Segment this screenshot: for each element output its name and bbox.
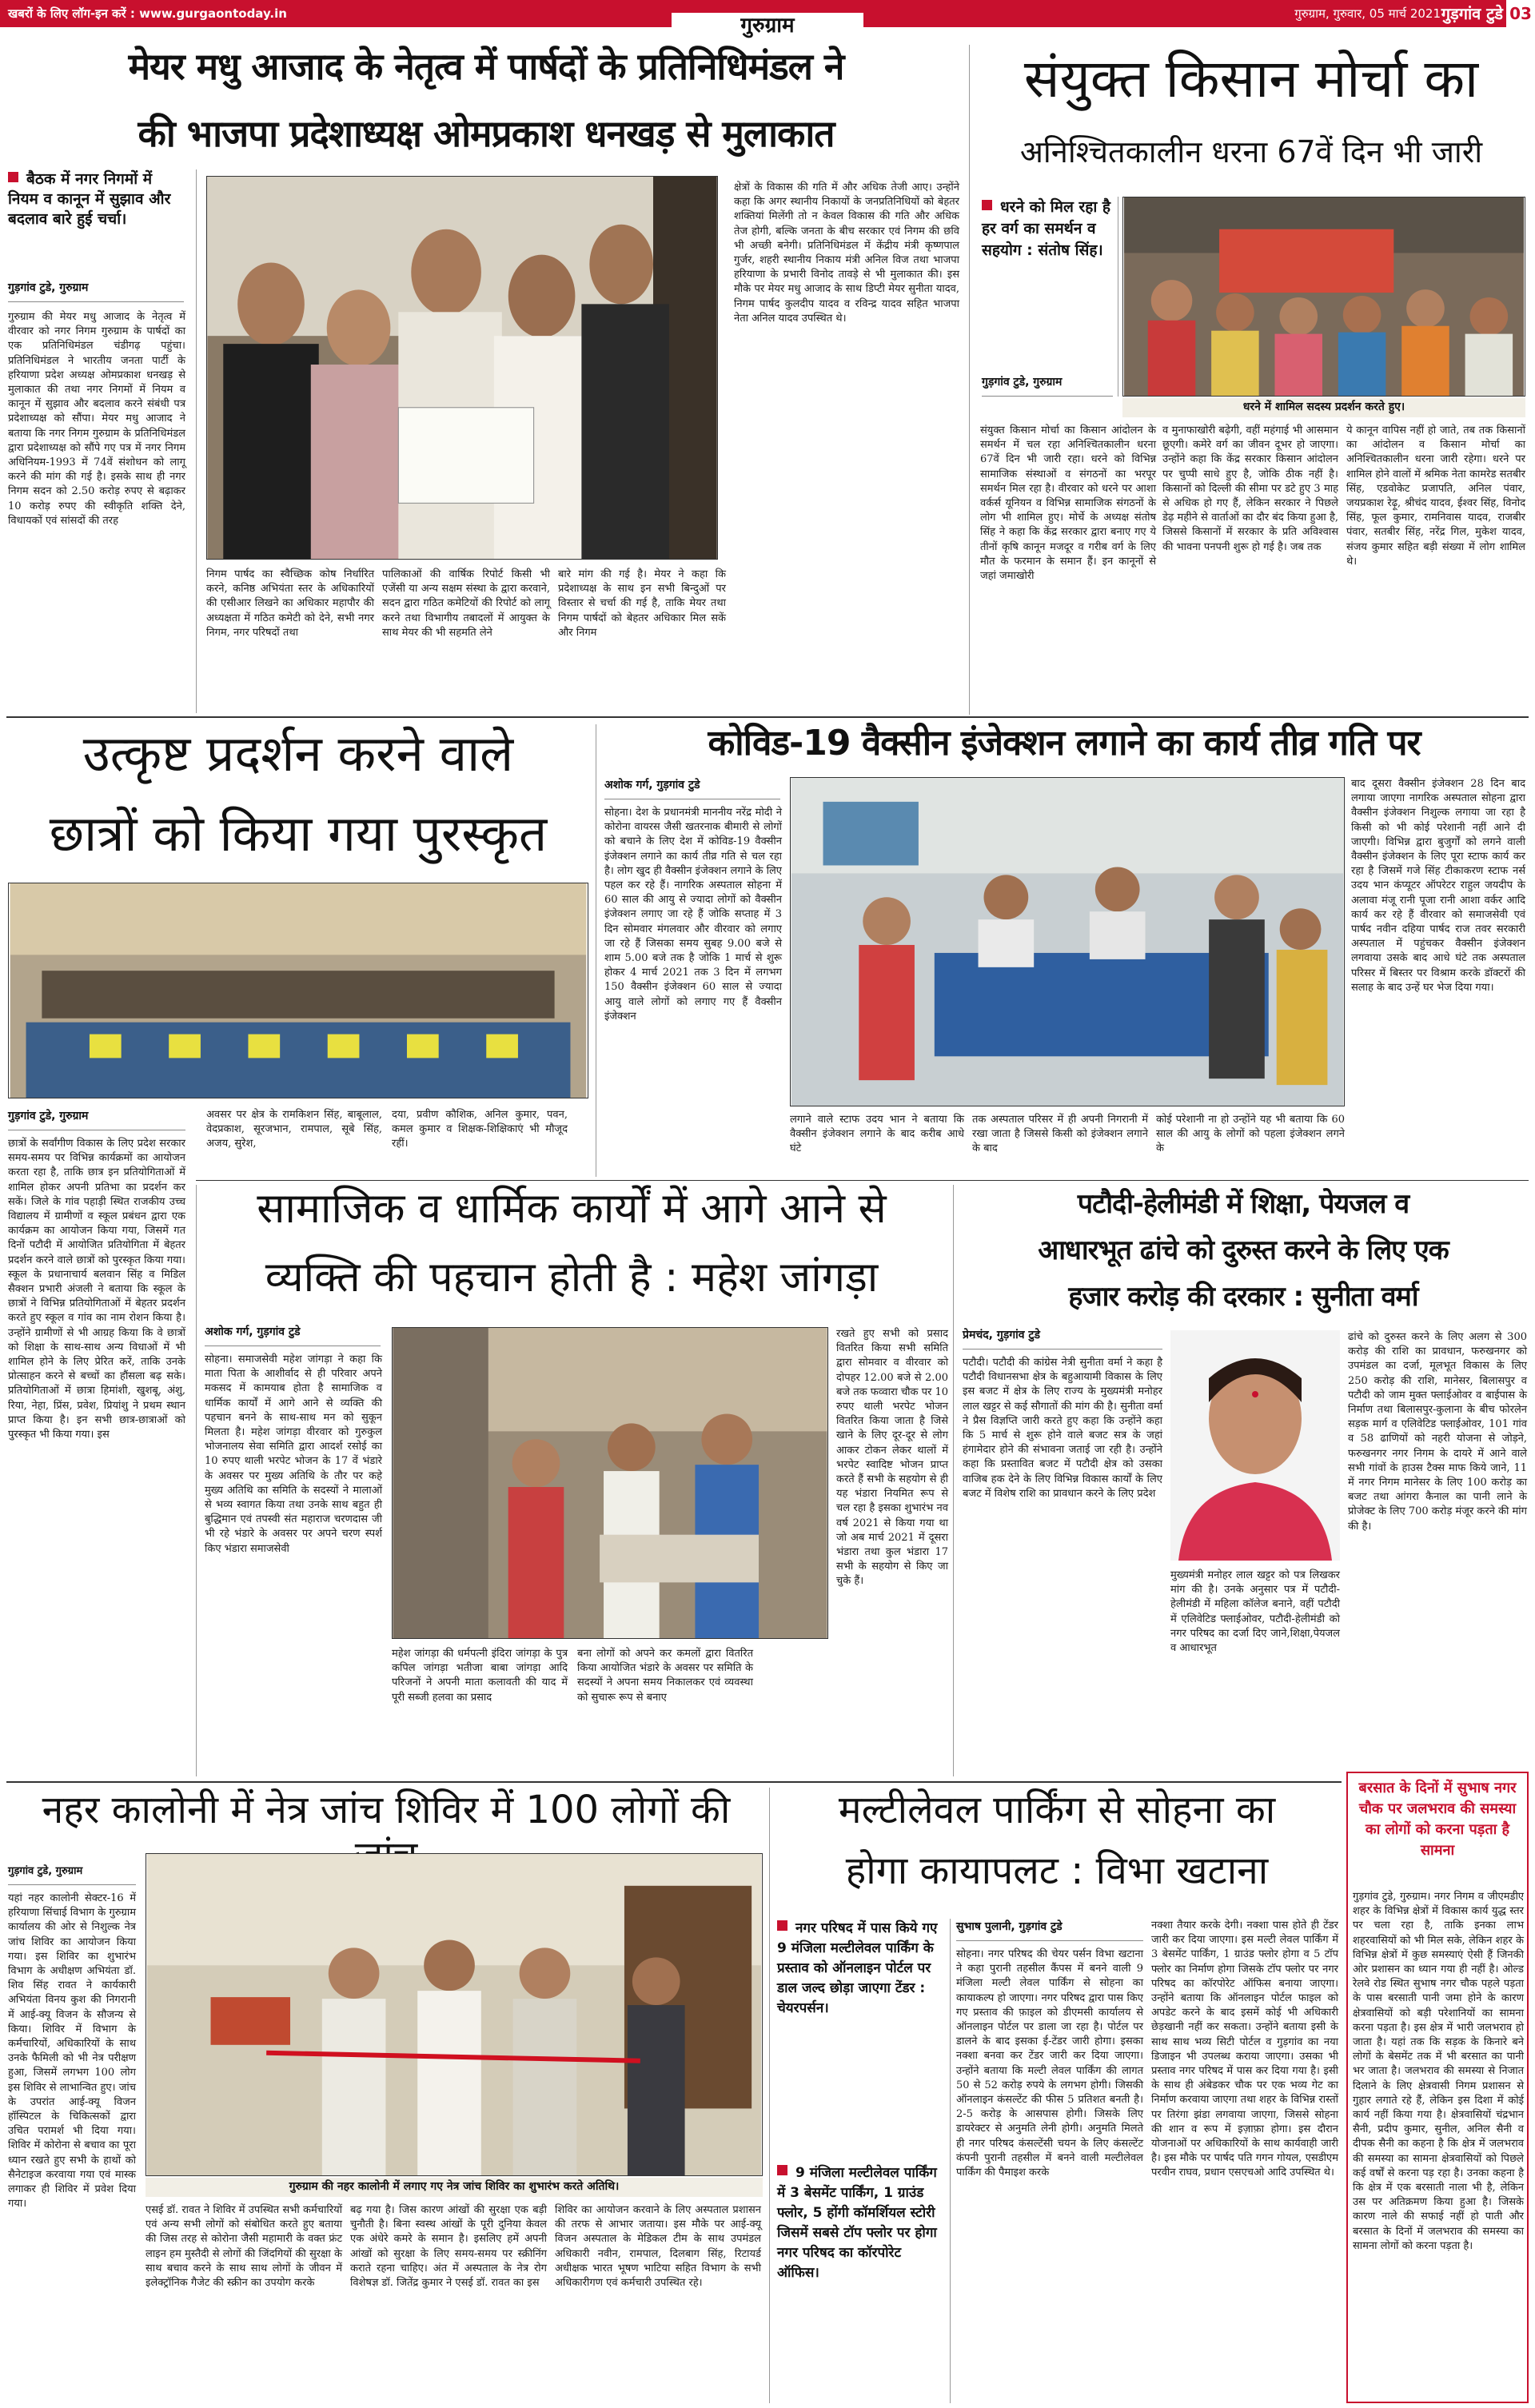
vaccine-body-col5: बाद दूसरा वैक्सीन इंजेक्शन 28 दिन बाद लगाया जाएगा नागरिक अस्पताल सोहना द्वारा वैक्सीन इंजेक्शन निशुल्क लगाया जा रहा है किसी को भी कोई परेशानी नहीं आने दी जाएगी। विभिन्न द्वारा बुजुर्गों को लगने वाली वैक्सीन इंजेक्शन के लिए पूरा स्टाफ कार्य कर रहा है जिसमें गजे सिंह टीकाकरण स्टाफ नर्स उदय भान कंप्यूटर ऑपरेटर राहुल जयदीप के अलावा मंजू रानी पूजा रानी आशा वर्कर आदि कार्य कर रहे हैं वीरवार को समाजसेवी एवं पार्षद नवीन दहिया पार्षद राज तवर सरकारी अस्पताल में पहुंचकर वैक्सीन इंजेक्शन लगवाया उसके बाद आधे घंटे तक अस्पताल परिसर में बिस्तर पर विश्राम करके डॉक्टरों की सलाह के बाद उन्हें घर भेज दिया गया। — [1351, 778, 1525, 994]
page-number: 03 — [1506, 0, 1535, 27]
farmers-body-col1: संयुक्त किसान मोर्चा का किसान आंदोलन के समर्थन में चल रहा अनिश्चितकालीन धरना 67वें दिन भी जारी रहा। धरने को विभिन्न सामाजिक संस्थाओं व संगठनों का भरपूर समर्थन मिल रहा है। वीरवार को धरने पर आशा वर्कर्स यूनियन व विभिन्न सामाजिक संगठनों के लोग भी शामिल हुए। मोर्चे के अध्यक्ष संतोष सिंह ने कहा कि केंद्र सरकार द्वारा बनाए गए ये तीनों कृषि कानून मजदूर व गरीब वर्ग के लिए मौत के फरमान के समान हैं। इन कानूनों से जहां जमाखोरी — [980, 425, 1156, 583]
mayor-headline-line2: की भाजपा प्रदेशाध्यक्ष ओमप्रकाश धनखड़ से मुलाकात — [138, 112, 835, 155]
vaccine-headline: कोविड-19 वैक्सीन इंजेक्शन लगाने का कार्य तीव्र गति पर — [708, 723, 1421, 763]
parking-body-col1: सोहना। नगर परिषद की चेयर पर्सन विभा खटाना ने कहा पुरानी तहसील कैंपस में बनने वाली 9 मंजिला मल्टी लेवल पार्किंग से सोहना का कायाकल्प हो जाएगा। नगर परिषद द्वारा पास किए गए प्रस्ताव की फ़ाइल को डीएमसी कार्यालय से ऑनलाइन पोर्टल पर डाला जा रहा है। पोर्टल पर डालने के बाद इसका ई-टेंडर जारी होगा। इसका नक्शा बनवा कर टेंडर जारी कर दिया जाएगा। उन्होंने बताया कि मल्टी लेवल पार्किंग की लागत 50 से 52 करोड़ रुपये के लगभग होगी। जिसकी ऑनलाइन कंसल्टेंट की फीस 5 प्रतिशत बनती है। 2-5 करोड़ के आसपास होगी। जिसके लिए डायरेक्टर से अनुमति लेनी होगी। अनुमति मिलते ही नगर परिषद कंसल्टेंसी चयन के लिए कंसल्टेंट कंपनी पुरानी तहसील में बनने वाली मल्टीलेवल पार्किंग की पैमाइश करके — [956, 1948, 1143, 2179]
eyecamp-body-col2: एसई डॉ. रावत ने शिविर में उपस्थित सभी कर्मचारियों एवं अन्य सभी लोगों को संबोधित करते हुए बताया की जिस तरह से कोरोना जैसी महामारी के वक्त फ्रंट लाइन हम मुस्तैदी से लोगों की जिंदगियों की सुरक्षा के साथ बचाव करने के साथ साथ लोगों के जीवन में इलेक्ट्रॉनिक गैजेट की स्क्रीन का उपयोग करके — [146, 2204, 342, 2290]
eyecamp-inauguration-photo — [146, 1853, 763, 2176]
mayor-body-col2: निगम पार्षद का स्वैच्छिक कोष निर्धारित करने, कनिष्ठ अभियंता स्तर के अधिकारियों की एसीआर लिखने का अधिकार महापौर की अध्यक्षता में गठित कमेटी को देने, सभी नगर निगम, नगर परिषदों तथा — [206, 568, 374, 639]
social-bhandara-photo — [392, 1327, 828, 1639]
eyecamp-body-col1: यहां नहर कालोनी सेक्टर-16 में हरियाणा सिंचाई विभाग के गुरुग्राम कार्यालय की ओर से निशुल्क नेत्र जांच शिविर का आयोजन किया गया। इस शिविर का शुभारंभ विभाग के अधीक्षण अभियंता डॉ. शिव सिंह रावत ने कार्यकारी अभियंता विनय कुश की निगरानी में आई-क्यू विजन के सौजन्य से किया। शिविर में विभाग के कर्मचारियों, अधिकारियों के साथ उनके फैमिली को भी नेत्र परीक्षण हुआ, जिसमें लगभग 100 लोग इस शिविर से लाभान्वित हुए। जांच के उपरांत आई-क्यू विजन हॉस्पिटल के चिकित्सकों द्वारा उचित परामर्श भी दिया गया। शिविर में कोरोना से बचाव का पूरा ध्यान रखते हुए सभी के हाथों को सैनेटाइज करवाया गया एवं मास्क लगाकर ही शिविर में प्रवेश दिया गया। — [8, 1892, 136, 2211]
masthead-tagline: खबरों के लिए लॉग-इन करें : www.gurgaontoday.in — [8, 6, 287, 21]
pataudi-body-col1: पटौदी। पटौदी की कांग्रेस नेत्री सुनीता वर्मा ने कहा है पटौदी विधानसभा क्षेत्र के बहुआयामी विकास के लिए इस बजट में क्षेत्र के लिए राज्य के मुख्यमंत्री मनोहर लाल खट्टर से कई सौगातों की मांग की है। सुनीता वर्मा ने प्रैस विज्ञप्ति जारी करते हुए कहा कि उन्होंने कहा कि 5 मार्च से शुरू होने वाले बजट सत्र के जहां हंगामेदार होने की संभावना जताई जा रही है। उन्होंने कहा कि प्रस्तावित बजट में पटौदी क्षेत्र को उसका वाजिब हक देने के लिए विभिन्न विकास कार्यों के लिए बजट में विशेष राशि का प्रावधान करने के लिए प्रदेश — [963, 1357, 1162, 1500]
students-byline: गुड़गांव टुडे, गुरुग्राम — [8, 1108, 185, 1130]
vaccine-body-col4: कोई परेशानी ना हो उन्होंने यह भी बताया कि 60 साल की आयु के लोगों को पहला इंजेक्शन लगने के — [1156, 1114, 1345, 1155]
rain-body: गुड़गांव टुडे, गुरुग्राम। नगर निगम व जीएमडीए शहर के विभिन्न क्षेत्रों में विकास कार्य युद्ध स्तर पर चला रहा है, ताकि इनका लाभ शहरवासियों को भी मिल सके, लेकिन शहर के विभिन्न क्षेत्रों में कुछ समस्याएं ऐसी हैं जिनकी ओर प्रशासन का ध्यान गया ही नहीं है। ओल्ड रेलवे रोड स्थित सुभाष नगर चौक पहले पड़ता के पास बरसाती पानी जमा होने के कारण क्षेत्रवासियों को बड़ी परेशानियों का सामना करना पड़ता है। इस क्षेत्र में भारी जलभराव हो जाता है। यहां तक कि सड़क के किनारे बने लोगों के बेसमेंट तक में भी बरसात का पानी भर जाता है। जलभराव की समस्या से निजात दिलाने के लिए क्षेत्रवासी निगम प्रशासन से गुहार लगाते रहे हैं, लेकिन इस दिशा में कोई कार्य नहीं किया गया है। क्षेत्रवासियों चंद्रभान सैनी, प्रदीप कुमार, सुनील, अनिल सैनी व दीपक सैनी का कहना है कि क्षेत्र में जलभराव की समस्या का सामना क्षेत्रवासियों को पिछले कई वर्षों से करना पड़ रहा है। उनका कहना है कि क्षेत्र में एक बरसाती नाला भी है, लेकिन उस पर अतिक्रमण किया हुआ है। जिसके कारण नाले की सफाई नहीं हो पाती और बरसात के दिनों में जलभराव की समस्या का सामना लोगों को करना पड़ता है। — [1353, 1891, 1524, 2252]
rain-headline: बरसात के दिनों में सुभाष नगर चौक पर जलभराव की समस्या का लोगों को करना पड़ता है सामना — [1358, 1780, 1517, 1859]
masthead-brand: गुड़गांव टुडे — [1441, 4, 1503, 23]
social-body-col1: सोहना। समाजसेवी महेश जांगड़ा ने कहा कि माता पिता के आशीर्वाद से ही परिवार अपने मकसद में कामयाब होता है सामाजिक व धार्मिक कार्यों में आगे आने से व्यक्ति की पहचान बनने के साथ-साथ मन को सुकून मिलता है। महेश जांगड़ा वीरवार को गुरुकुल भोजनालय सेवा समिति द्वारा आदर्श रसोई का 10 रुपए थाली भरपेट भोजन के 17 वें भंडारे के अवसर पर मुख्य अतिथि के तौर पर कहे मुख्य अतिथि का समिति के सदस्यों ने मालाओं से भव्य स्वागत किया तथा उनके साथ बहुत ही बुद्धिमान एवं तपस्वी संत महाराज चरणदास जी भी रहे भंडारे के अवसर पर अपने चरण स्पर्श किए भंडारा समाजसेवी — [205, 1354, 382, 1555]
farmers-byline: गुड़गांव टुडे, गुरुग्राम — [982, 374, 1113, 397]
farmers-headline-line1: संयुक्त किसान मोर्चा का — [1023, 48, 1479, 110]
pataudi-body-col2: मुख्यमंत्री मनोहर लाल खट्टर को पत्र लिखकर मांग की है। उनके अनुसार पत्र में पटौदी-हेलीमंडी में महिला कॉलेज बनाने, वहीं पटौदी में एलिवेटिड फ्लाईओवर, पटौदी-हेलीमंडी को नगर परिषद का दर्जा दिए जाने,शिक्षा,पेयजल व आधारभूत — [1170, 1569, 1340, 1655]
mayor-highlight: बैठक में नगर निगमों में नियम व कानून में सुझाव और बदलाव बारे हुई चर्चा। — [8, 170, 171, 228]
pataudi-headline-line2: आधारभूत ढांचे को दुरुस्त करने के लिए एक — [1038, 1234, 1449, 1266]
students-body-col2: अवसर पर क्षेत्र के रामकिशन सिंह, बाबूलाल, वेदप्रकाश, सूरजभान, रामपाल, सूबे सिंह, अजय, सुरेश, — [206, 1109, 382, 1150]
eyecamp-photo-caption: गुरुग्राम की नहर कालोनी में लगाए गए नेत्र जांच शिविर का शुभारंभ करते अतिथि। — [146, 2178, 763, 2197]
farmers-photo-caption: धरने में शामिल सदस्य प्रदर्शन करते हुए। — [1122, 398, 1525, 417]
farmers-highlight: धरने को मिल रहा है हर वर्ग का समर्थन व सहयोग : संतोष सिंह। — [982, 198, 1111, 259]
vaccine-hospital-photo — [790, 777, 1345, 1106]
mayor-body-col1: गुरुग्राम की मेयर मधु आजाद के नेतृत्व में वीरवार को नगर निगम गुरुग्राम के पार्षदों का एक प्रतिनिधिमंडल चंडीगढ़ पहुंचा। प्रतिनिधिमंडल ने भारतीय जनता पार्टी के हरियाणा प्रदेश अध्यक्ष ओमप्रकाश धनखड़ से मुलाकात की तथा नगर निगमों में नियम व कानून में सुझाव और बदलाव करने संबंधी पत्र प्रदेशाध्यक्ष को सौंपा। मेयर मधु आजाद ने बताया कि नगर निगम गुरुग्राम के प्रतिनिधिमंडल द्वारा प्रदेशाध्यक्ष को सौंपे गए पत्र में नगर निगम अधिनियम-1993 में 74वें संशोधन को लागू करने की मांग की गई है। इसके साथ ही नगर निगम सदन को 2.50 करोड़ रुपए से बढ़ाकर 10 करोड़ रुपए की स्वीकृति शक्ति देने, विधायकों एवं सांसदों की तरह — [8, 311, 185, 527]
eyecamp-byline: गुड़गांव टुडे, गुरुग्राम — [8, 1863, 136, 1885]
vaccine-body-col1: सोहना। देश के प्रधानमंत्री माननीय नरेंद्र मोदी ने कोरोना वायरस जैसी खतरनाक बीमारी से लोगों को बचाने के लिए देश में कोविड-19 वैक्सीन इंजेक्शन लगाने का कार्य तीव्र गति से चल रहा है। लोग खुद ही वैक्सीन इंजेक्शन लगाने के लिए पहल कर रहे हैं। नागरिक अस्पताल सोहना में 60 साल की आयु से ज्यादा लोगों को वैक्सीन इंजेक्शन लगाए जा रहे हैं जोकि सप्ताह में 3 दिन सोमवार मंगलवार और वीरवार को लगाए जा रहे हैं जिसका समय सुबह 9.00 बजे से शाम 5.00 बजे तक है जोकि 1 मार्च से शुरू होकर 4 मार्च 2021 तक 3 दिन में लगभग 150 वैक्सीन इंजेक्शन 60 साल से ज्यादा आयु वाले लोगों को लगाए गए हैं वैक्सीन इंजेक्शन — [604, 807, 782, 1023]
farmers-headline-line2: अनिश्चितकालीन धरना 67वें दिन भी जारी — [1019, 134, 1483, 169]
farmers-body-col2: व मुनाफाखोरी बढ़ेगी, वहीं महंगाई भी आसमान छूएगी। कमेरे वर्ग का जीवन दूभर हो जाएगा। उन्होंने कहा कि केंद्र सरकार किसान आंदोलन पर चुप्पी साधे हुए है, जोकि ठीक नहीं है। किसानों को दिल्ली की सीमा पर डटे हुए 3 माह से अधिक हो गए हैं, लेकिन सरकार ने पिछले डेढ़ महीने से वार्ताओं का दौर बंद किया हुआ है, जिससे किसानों में सरकार के प्रति अविश्वास की भावना पनपनी शुरू हो गई है। जब तक — [1162, 425, 1338, 553]
pataudi-byline: प्रेमचंद, गुड़गांव टुडे — [963, 1327, 1162, 1350]
farmers-body-col3: ये कानून वापिस नहीं हो जाते, तब तक किसानों का आंदोलन व किसान मोर्चा का अनिश्चितकालीन धरना जारी रहेगा। धरने पर शामिल होने वालों में श्रमिक नेता कामरेड सतबीर सिंह, एडवोकेट प्रजापति, अनिल पंवार, जयप्रकाश रेढ़ू, श्रीचंद यादव, ईश्वर सिंह, विनोद सिंह, फूल कुमार, रामनिवास यादव, राजबीर पंवार, सतबीर सिंह, नरेंद्र गिल, मुकेश यादव, संजय कुमार सहित बड़ी संख्या में लोग शामिल थे। — [1346, 425, 1525, 568]
section-city: गुरुग्राम — [672, 13, 863, 38]
farmers-protest-photo — [1122, 197, 1525, 397]
social-body-col2: महेश जांगड़ा की धर्मपत्नी इंदिरा जांगड़ा के पुत्र कपिल जांगड़ा भतीजा बाबा जांगड़ा आदि परिजनों ने अपनी माता कलावती की याद में पूरी सब्जी हलवा का प्रसाद — [392, 1648, 568, 1704]
students-headline-line2: छात्रों को किया गया पुरस्कृत — [49, 804, 548, 863]
pataudi-body-col3: ढांचे को दुरुस्त करने के लिए अलग से 300 करोड़ की राशि का प्रावधान, फरुखनगर को उपमंडल का दर्जा, मूलभूत विकास के लिए 250 करोड़ की राशि, मानेसर, बिलासपुर व पटौदी को जाम मुक्त फ्लाईओवर व बाईपास के निर्माण तथा बिलासपुर-कुलाना के बीच फोरलेन सड़क मार्ग व एलिवेटिड फ्लाईओवर, 101 गांव व 58 ढाणियों को नहरी योजना से जोड़ने, फरुखनगर नगर निगम के दायरे में आने वाले सभी गांवों के हाउस टैक्स माफ किये जाने, 11 में नगर निगम मानेसर के लिए 100 करोड़ का बजट तथा आंगरा कैनाल का पानी लाने के प्रोजेक्ट के लिए 700 करोड़ मंजूर करने की मांग की है। — [1348, 1331, 1527, 1533]
mayor-body-col4: बारे मांग की गई है। मेयर ने कहा कि प्रदेशाध्यक्ष के साथ इन सभी बिन्दुओं पर विस्तार से चर्चा की गई है, ताकि मेयर तथा निगम पार्षदों को बेहतर अधिकार मिल सकें और निगम — [558, 568, 726, 639]
vaccine-byline: अशोक गर्ग, गुड़गांव टुडे — [604, 777, 780, 799]
mayor-headline-line1: मेयर मधु आजाद के नेतृत्व में पार्षदों के प्रतिनिधिमंडल ने — [128, 45, 844, 88]
students-headline-line1: उत्कृष्ट प्रदर्शन करने वाले — [82, 724, 514, 783]
social-headline-line1: सामाजिक व धार्मिक कार्यों में आगे आने से — [257, 1185, 887, 1233]
vaccine-body-col3: तक अस्पताल परिसर में ही अपनी निगरानी में रखा जाता है जिससे किसी को इंजेक्शन लगाने के बाद — [972, 1114, 1148, 1155]
eyecamp-headline: नहर कालोनी में नेत्र जांच शिविर में 100 लोगों की — [42, 1788, 731, 1832]
students-award-photo — [8, 883, 588, 1098]
masthead-date: गुरुग्राम, गुरुवार, 05 मार्च 2021 — [1294, 6, 1441, 21]
mayor-delegation-photo — [206, 176, 718, 560]
eyecamp-body-col3: बढ़ गया है। जिस कारण आंखों की सुरक्षा एक बड़ी चुनौती है। बिना स्वस्थ आंखों के पूरी दुनिया केवल एक अंधेरे कमरे के समान है। इसलिए हमें अपनी आंखों को सुरक्षा के लिए समय-समय पर स्क्रीनिंग कराते रहना चाहिए। अंत में अस्पताल के नेत्र रोग विशेषज्ञ डॉ. जितेंद्र कुमार ने एसई डॉ. रावत का इस — [350, 2204, 547, 2290]
parking-highlight-1: नगर परिषद में पास किये गए 9 मंजिला मल्टीलेवल पार्किंग के प्रस्ताव को ऑनलाइन पोर्टल पर डाल जल्द छोड़ा जाएगा टेंडर : चेयरपर्सन। — [777, 1920, 938, 2016]
parking-body-col2: नक्शा तैयार करके देगी। नक्शा पास होते ही टेंडर जारी कर दिया जाएगा। इस मल्टी लेवल पार्किंग में 3 बेसमेंट पार्किंग, 1 ग्राउंड फ्लोर होगा व 5 टॉप फ्लोर का निर्माण होगा जिसके टॉप फ्लोर पर नगर परिषद का कॉरपोरेट ऑफिस बनाया जाएगा। उन्होंने बताया कि ऑनलाइन पोर्टल फाइल को अपडेट करने के बाद इसमें कोई भी अधिकारी छेड़खानी नहीं कर सकता। उन्होंने बताया इसी के साथ साथ भव्य सिटी पोर्टल व गुड़गांव का नया डिजाइन भी उपलब्ध कराया जाएगा। उसका भी प्रस्ताव नगर परिषद में पास कर दिया गया है। इसी के साथ ही अंबेडकर चौक पर एक भव्य गेट का निर्माण करवाया जाएगा तथा शहर के विभिन्न रास्तों पर तिरंगा झंडा लगवाया जाएगा, जिससे सोहना की शान व रूप में इज़ाफ़ा होगा। इस दौरान योजनाओं पर अधिकारियों के साथ कार्यवाही जारी है। इस मौके पर पार्षद पति गगन गोयल, एसडीएम परवीन राघव, प्रधान एसएचओ आदि उपस्थित थे। — [1151, 1920, 1338, 2179]
pataudi-headline-line1: पटौदी-हेलीमंडी में शिक्षा, पेयजल व — [1077, 1188, 1409, 1220]
mayor-body-col5: क्षेत्रों के विकास की गति में और अधिक तेजी आए। उन्होंने कहा कि अगर स्थानीय निकायों के जनप्रतिनिधियों को बेहतर शक्तियां मिलेंगी तो न केवल विकास की गति और अधिक तेज होगी, बल्कि जनता के बीच सरकार एवं निगम की छवि भी अच्छी बनेगी। प्रतिनिधिमंडल में केंद्रीय मंत्री कृष्णपाल गुर्जर, शहरी स्थानीय निकाय मंत्री अनिल विज तथा भाजपा हरियाणा के प्रभारी विनोद तावड़े से भी मुलाकात की। इस मौके पर मेयर मधु आजाद के साथ डिप्टी मेयर सुनीता यादव, निगम पार्षद कुलदीप यादव व रविन्द्र यादव सहित भाजपा नेता अनिल यादव उपस्थित थे। — [734, 181, 959, 325]
students-body-col1: छात्रों के सर्वांगीण विकास के लिए प्रदेश सरकार समय-समय पर विभिन्न कार्यक्रमों का आयोजन करता रहा है, ताकि छात्र इन प्रतियोगिताओं में शामिल होकर अपनी प्रतिभा का प्रदर्शन कर सकें। जिले के गांव पहाड़ी स्थित राजकीय उच्च विद्यालय में ग्रामीणों व स्कूल प्रबंधन द्वारा एक कार्यक्रम का आयोजन किया गया, जिसमें गत दिनों पटौदी में आयोजित प्रतियोगिता में बेहतर प्रदर्शन करने वाले छात्रों को पुरस्कृत किया गया। स्कूल के प्रधानाचार्य बलवान सिंह व मिडिल सैक्शन प्रभारी अंजली ने बताया कि स्कूल के छात्रों ने विभिन्न प्रतियोगिताओं में बेहतर प्रदर्शन करते हुए स्कूल व गांव का नाम रोशन किया है। उन्होंने ग्रामीणों से भी आग्रह किया कि वे छात्रों को शिक्षा के साथ-साथ अन्य विधाओं में भी शामिल होने के लिए प्रेरित करें, ताकि उनके प्रोत्साहन करने से बच्चों का हौंसला बढ़ सके। प्रतियोगिताओं में छात्रा हिमांशी, खुशबू, अंशु, रिया, नेहा, प्रिंस, प्रवेश, प्रियांशु ने प्रथम स्थान प्राप्त किया है। इन सभी छात्र-छात्राओं को पुरस्कृत भी किया गया। इस — [8, 1138, 185, 1441]
social-headline-line2: व्यक्ति की पहचान होती है : महेश जांगड़ा — [265, 1254, 879, 1302]
vaccine-body-col2: लगाने वाले स्टाफ उदय भान ने बताया कि वैक्सीन इंजेक्शन लगाने के बाद करीब आधे घंटे — [790, 1114, 964, 1155]
parking-headline-line2: होगा कायापलट : विभा खटाना — [845, 1848, 1269, 1893]
social-body-col4: रखते हुए सभी को प्रसाद वितरित किया सभी समिति द्वारा सोमवार व वीरवार को दोपहर 12.00 बजे से 2.00 बजे तक फव्वारा चौक पर 10 रुपए थाली भरपेट भोजन वितरित किया जाता है जिसे खाने के लिए दूर-दूर से लोग आकर टोकन लेकर थालों में भरपेट स्वादिष्ट भोजन प्राप्त करते हैं सभी के सहयोग से ही यह भंडारा नियमित रूप से चल रहा है इसका शुभारंभ नव वर्ष 2021 से किया गया था जो अब मार्च 2021 में दूसरा भंडारा तथा कुल भंडारा 17 सभी के सहयोग से किए जा चुके हैं। — [836, 1328, 948, 1588]
students-body-col3: दया, प्रवीण कौशिक, अनिल कुमार, पवन, कमल कुमार व शिक्षक-शिक्षिकाएं भी मौजूद रहीं। — [392, 1109, 568, 1150]
social-body-col3: बना लोगों को अपने कर कमलों द्वारा वितरित किया आयोजित भंडारे के अवसर पर समिति के सदस्यों ने अपना समय निकालकर एवं व्यवस्था को सुचारू रूप से बनाए — [577, 1648, 753, 1704]
parking-byline: सुभाष पुलानी, गुड़गांव टुडे — [956, 1919, 1143, 1941]
pataudi-headline-line3: हजार करोड़ की दरकार : सुनीता वर्मा — [1068, 1281, 1418, 1313]
mayor-body-col3: पालिकाओं की वार्षिक रिपोर्ट किसी भी एजेंसी या अन्य सक्षम संस्था के द्वारा करवाने, सदन द्वारा गठित कमेटियों की रिपोर्ट को लागू करने तथा विभागीय तबादलों में आयुक्त के साथ मेयर की भी सहमति लेने — [382, 568, 550, 639]
social-byline: अशोक गर्ग, गुड़गांव टुडे — [205, 1324, 381, 1346]
pataudi-portrait-photo — [1170, 1330, 1340, 1561]
parking-highlight-2: 9 मंजिला मल्टीलेवल पार्किंग में 3 बेसमेंट पार्किंग, 1 ग्राउंड फ्लोर, 5 होंगी कॉमर्शियल स्टोरी जिसमें सबसे टॉप फ्लोर पर होगा नगर परिषद का कॉरपोरेट ऑफिस। — [777, 2165, 937, 2281]
parking-headline-line1: मल्टीलेवल पार्किंग से सोहना का — [838, 1788, 1276, 1832]
eyecamp-body-col4: शिविर का आयोजन करवाने के लिए अस्पताल प्रशासन की तरफ से आभार जताया। इस मौके पर आई-क्यू विजन अस्पताल के मेडिकल टीम के साथ उपमंडल अधिकारी नवीन, रामपाल, दिलबाग सिंह, रिटायर्ड अधीक्षक भारत भूषण भाटिया सहित विभाग के सभी अधिकारीगण एवं कर्मचारी उपस्थित रहे। — [555, 2204, 761, 2290]
mayor-byline: गुड़गांव टुडे, गुरुग्राम — [8, 280, 184, 302]
